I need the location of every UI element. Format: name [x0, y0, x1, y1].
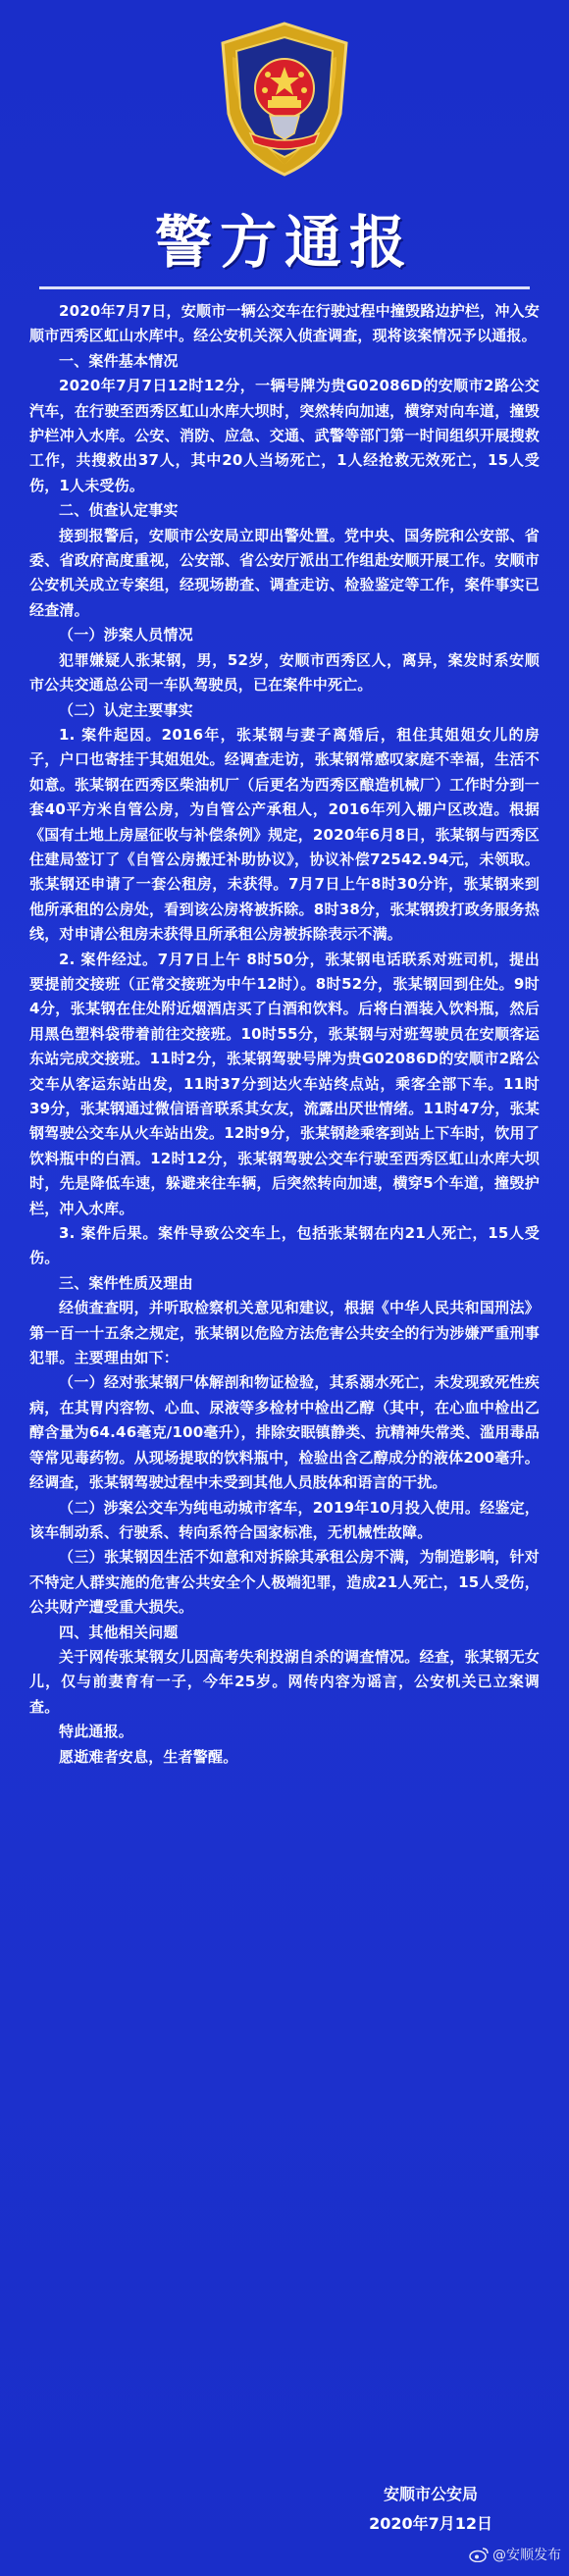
notice-title: 警方通报 [154, 209, 414, 276]
section-heading: 二、侦查认定事实 [59, 501, 179, 520]
watermark [469, 2545, 561, 2564]
closing-line: 特此通报。 [59, 1723, 134, 1741]
title-divider [39, 286, 530, 289]
signature-block [369, 2480, 492, 2539]
paragraph: 关于网传张某钢女儿因高考失利投湖自杀的调查情况。经查，张某钢无女儿，仅与前妻育有一子，今年25岁。网传内容为谣言，公安机关已立案调查。 [29, 1647, 540, 1716]
paragraph: 接到报警后，安顺市公安局立即出警处置。党中央、国务院和公安部、省委、省政府高度重视，公安部、省公安厅派出工作组赴安顺开展工作。安顺市公安机关成立专案组，经现场勘查、调查走访、检验鉴定等工作，案件事实已经查清。 [29, 526, 540, 619]
intro-paragraph: 2020年7月7日，安顺市一辆公交车在行驶过程中撞毁路边护栏，冲入安顺市西秀区虹山水库中。经公安机关深入侦查调查，现将该案情况予以通报。 [29, 302, 540, 345]
issue-date: 2020年7月12日 [369, 2514, 492, 2533]
paragraph: 经侦查查明，并听取检察机关意见和建议，根据《中华人民共和国刑法》第一百一十五条之规定，张某钢以危险方法危害公共安全的行为涉嫌严重刑事犯罪。主要理由如下： [29, 1299, 540, 1367]
paragraph: （三）张某钢因生活不如意和对拆除其承租公房不满，为制造影响，针对不特定人群实施的危害公共安全个人极端犯罪，造成21人死亡，15人受伤，公共财产遭受重大损失。 [29, 1548, 540, 1617]
paragraph: （二）涉案公交车为纯电动城市客车，2019年10月投入使用。经鉴定，该车制动系、行驶系、转向系符合国家标准，无机械性故障。 [29, 1498, 540, 1541]
closing-line: 愿逝难者安息，生者警醒。 [59, 1747, 238, 1766]
notice-body [29, 299, 540, 1770]
section-heading: 四、其他相关问题 [59, 1623, 179, 1641]
section-heading: 一、案件基本情况 [59, 351, 179, 370]
paragraph: （一）经对张某钢尸体解剖和物证检验，其系溺水死亡，未发现致死性疾病，在其胃内容物、心血、尿液等多检材中检出乙醇（其中，在心血中检出乙醇含量为64.46毫克/100毫升），排除安眠镇静类、抗精神失常类、滥用毒品等常见毒药物。从现场提取的饮料瓶中，检验出含乙醇成分的液体200毫升。经调查，张某钢驾驶过程中未受到其他人员肢体和语言的干扰。 [29, 1373, 540, 1492]
paragraph: 犯罪嫌疑人张某钢，男，52岁，安顺市西秀区人，离异，案发时系安顺市公共交通总公司一车队驾驶员，已在案件中死亡。 [29, 650, 540, 695]
watermark-text: @安顺发布 [492, 2548, 561, 2563]
issuing-organization: 安顺市公安局 [384, 2485, 479, 2503]
paragraph: 2020年7月7日12时12分，一辆号牌为贵G02086D的安顺市2路公交汽车，在行驶至西秀区虹山水库大坝时，突然转向加速，横穿对向车道，撞毁护栏冲入水库。公安、消防、应急、交通、武警等部门第一时间组织开展搜救工作，共搜救出37人，其中20人当场死亡，1人经抢救无效死亡，15人受伤，1人未受伤。 [29, 377, 540, 494]
paragraph: 1. 案件起因。2016年，张某钢与妻子离婚后，租住其姐姐女儿的房子，户口也寄挂于其姐姐处。经调查走访，张某钢常感叹家庭不幸福，生活不如意。张某钢在西秀区柴油机厂（后更名为西秀区酿造机械厂）工作时分到一套40平方米自管公房，为自管公产承租人，2016年列入棚户区改造。根据《国有土地上房屋征收与补偿条例》规定，2020年6月8日，张某钢与西秀区住建局签订了《自管公房搬迁补助协议》，协议补偿72542.94元，未领取。张某钢还申请了一套公租房，未获得。7月7日上午8时30分许，张某钢来到他所承租的公房处，看到该公房将被拆除。8时38分，张某钢拨打政务服务热线，对申请公租房未获得且所承租公房被拆除表示不满。 [29, 725, 540, 944]
section-heading: 三、案件性质及理由 [59, 1273, 193, 1292]
paragraph: 2. 案件经过。7月7日上午 8时50分，张某钢电话联系对班司机，提出要提前交接班（正常交接班为中午12时）。8时52分，张某钢回到住处。9时4分，张某钢在住处附近烟酒店买了白酒和饮料。后将白酒装入饮料瓶，然后用黑色塑料袋带着前往交接班。10时55分，张某钢与对班驾驶员在安顺客运东站完成交接班。11时2分，张某钢驾驶号牌为贵G02086D的安顺市2路公交车从客运东站出发，11时37分到达火车站终点站，乘客全部下车。11时39分，张某钢通过微信语音联系其女友，流露出厌世情绪。11时47分，张某钢驾驶公交车从火车站出发。12时9分，张某钢趁乘客到站上下车时，饮用了饮料瓶中的白酒。12时12分，张某钢驾驶公交车行驶至西秀区虹山水库大坝时，先是降低车速，躲避来往车辆，后突然转向加速，横穿5个车道，撞毁护栏，冲入水库。 [29, 950, 540, 1217]
subsection-heading: （一）涉案人员情况 [59, 626, 193, 644]
paragraph: 3. 案件后果。案件导致公交车上，包括张某钢在内21人死亡，15人受伤。 [29, 1224, 540, 1267]
police-emblem-icon [211, 18, 358, 180]
weibo-icon [469, 2547, 489, 2562]
subsection-heading: （二）认定主要事实 [59, 700, 193, 719]
